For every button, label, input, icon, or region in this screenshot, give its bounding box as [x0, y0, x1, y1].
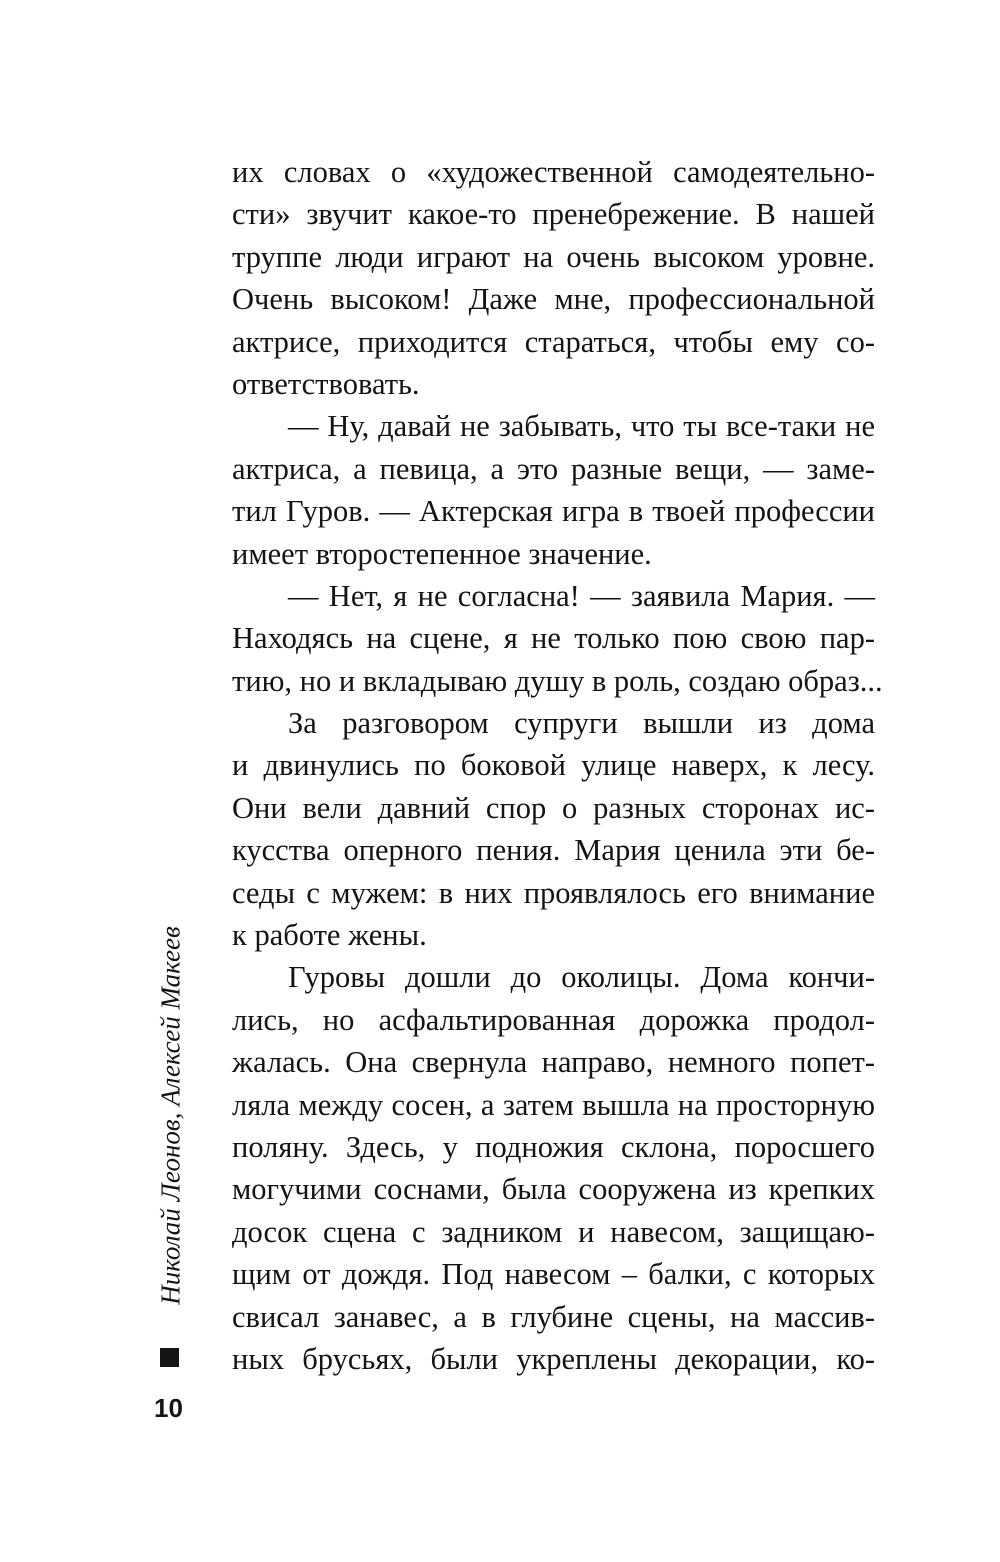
text-line: Очень высоком! Даже мне, профессиональной — [232, 282, 875, 317]
text-line: За разговором супруги вышли из дома — [288, 706, 875, 741]
text-line: их словах о «художественной самодеятельно- — [232, 155, 875, 189]
square-marker-icon — [160, 1348, 179, 1367]
text-line: и двинулись по боковой улице наверх, к лесу. — [232, 748, 875, 783]
text-line: — Ну, давай не забывать, что ты все-таки не — [288, 409, 875, 444]
text-line: имеет второстепенное значение. — [232, 536, 652, 571]
text-line: жалась. Она свернула направо, немного попет- — [232, 1045, 875, 1080]
text-line: лись, но асфальтированная дорожка продол- — [232, 1002, 875, 1037]
text-line: сти» звучит какое-то пренебрежение. В нашей — [232, 197, 875, 232]
text-line: кусства оперного пения. Мария ценила эти бе- — [232, 833, 875, 868]
text-line: ных брусьях, были укреплены декорации, ко- — [232, 1341, 875, 1376]
text-line: — Нет, я не согласна! — заявила Мария. — — [288, 578, 875, 613]
text-line: досок сцена с задником и навесом, защищаю- — [232, 1214, 875, 1249]
text-line: актрисе, приходится стараться, чтобы ему со- — [232, 324, 875, 359]
text-line: тию, но и вкладываю душу в роль, создаю образ... — [232, 663, 883, 698]
text-line: актриса, а певица, а это разные вещи, — заме- — [232, 451, 875, 486]
text-line: Они вели давний спор о разных сторонах ис- — [232, 790, 875, 825]
text-line: поляну. Здесь, у подножия склона, поросшего — [232, 1129, 875, 1164]
page-number: 10 — [154, 1393, 183, 1423]
text-line: свисал занавес, а в глубине сцены, на массив- — [232, 1299, 875, 1334]
body-text — [232, 151, 883, 1380]
text-line: к работе жены. — [232, 918, 427, 953]
text-line: могучими соснами, была сооружена из крепких — [232, 1172, 875, 1207]
running-head-authors: Николай Леонов, Алексей Макеев — [155, 925, 186, 1305]
text-line: Гуровы дошли до околицы. Дома кончи- — [288, 960, 875, 995]
text-line: ляла между сосен, а затем вышла на просторную — [232, 1087, 875, 1122]
text-line: щим от дождя. Под навесом – балки, с которых — [232, 1257, 875, 1292]
text-line: ответствовать. — [232, 366, 420, 401]
text-line: труппе люди играют на очень высоком уровне. — [232, 239, 875, 274]
text-line: седы с мужем: в них проявлялось его внимание — [232, 875, 875, 910]
text-line: тил Гуров. — Актерская игра в твоей профессии — [232, 494, 875, 529]
text-line: Находясь на сцене, я не только пою свою пар- — [232, 621, 875, 656]
running-head — [154, 915, 188, 1315]
